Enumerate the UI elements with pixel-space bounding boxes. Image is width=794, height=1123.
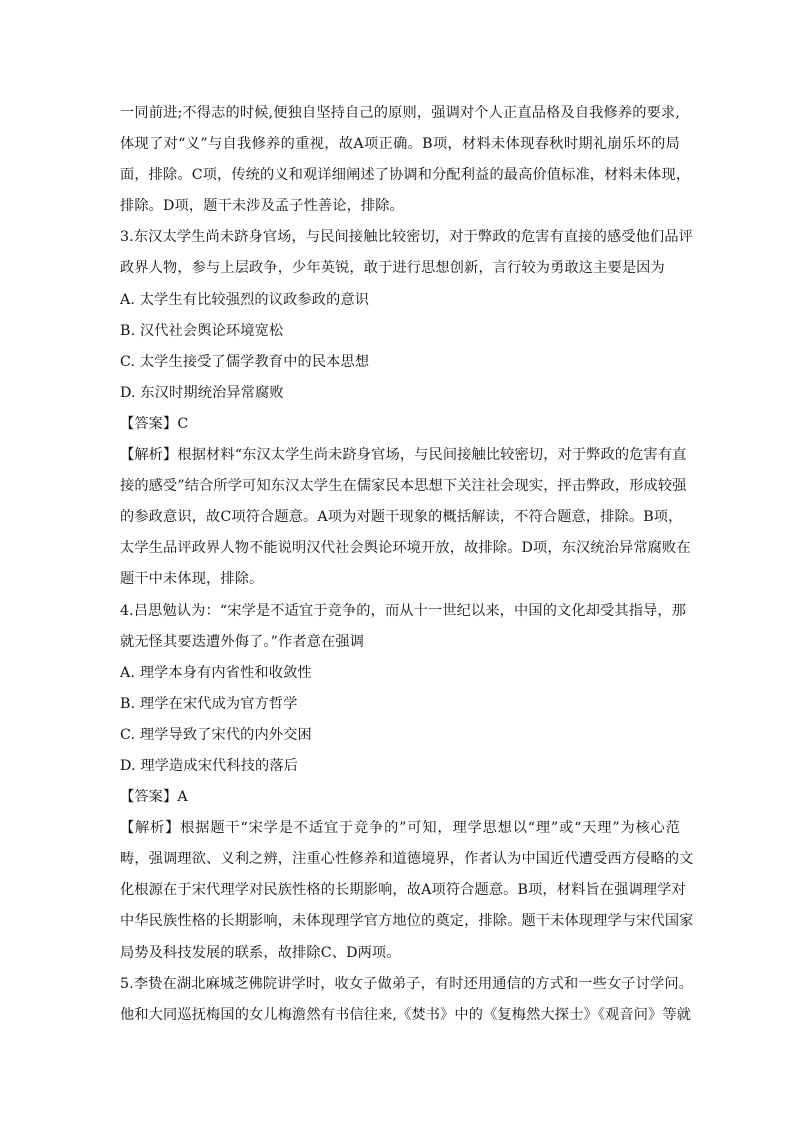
option-line: A. 太学生有比较强烈的议政参政的意识 — [120, 291, 370, 308]
question-line: 5.李贽在湖北麻城芝佛院讲学时，收女子做弟子，有时还用通信的方式和一些女子讨学问。 — [120, 975, 694, 992]
analysis-line: 化根源在于宋代理学对民族性格的长期影响，故A项符合题意。B项，材料旨在强调理学对 — [120, 882, 686, 899]
option-line: B. 汉代社会舆论环境宽松 — [120, 322, 284, 339]
analysis-line: 的参政意识，故C项符合题意。A项为对题干现象的概括解读，不符合题意，排除。B项， — [120, 509, 683, 526]
analysis-line: 【解析】根据材料“东汉太学生尚未跻身官场，与民间接触比较密切，对于弊政的危害有直 — [120, 447, 687, 464]
option-line: B. 理学在宋代成为官方哲学 — [120, 695, 298, 712]
paragraph-line: 排除。D项，题干未涉及孟子性善论，排除。 — [120, 198, 404, 215]
analysis-line: 局势及科技发展的联系，故排除C、D两项。 — [120, 944, 401, 961]
option-line: C. 理学导致了宋代的内外交困 — [120, 726, 312, 743]
document-body — [120, 98, 694, 1031]
paragraph-line: 体现了对“义”与自我修养的重视，故A项正确。B项，材料未体现春秋时期礼崩乐坏的局 — [120, 136, 680, 153]
question-line: 3.东汉太学生尚未跻身官场，与民间接触比较密切，对于弊政的危害有直接的感受他们品评 — [120, 229, 694, 246]
analysis-line: 中华民族性格的长期影响，未体现理学官方地位的奠定，排除。题干未体现理学与宋代国家 — [120, 913, 694, 930]
question-line: 4.吕思勉认为：“宋学是不适宜于竞争的，而从十一世纪以来，中国的文化却受其指导，那 — [120, 602, 687, 619]
option-line: C. 太学生接受了儒学教育中的民本思想 — [120, 353, 370, 370]
question-line: 政界人物，参与上层政争，少年英锐，敢于进行思想创新，言行较为勇敢这主要是因为 — [120, 260, 665, 277]
option-line: D. 理学造成宋代科技的落后 — [120, 757, 299, 774]
paragraph-line: 一同前进;不得志的时候,便独自坚持自己的原则，强调对个人正直品格及自我修养的要求, — [120, 105, 680, 121]
question-line: 他和大同巡抚梅国的女儿梅澹然有书信往来,《焚书》中的《复梅然大探士》《观音问》等就 — [120, 1006, 692, 1023]
analysis-line: 【解析】根据题干“宋学是不适宜于竞争的”可知，理学思想以“理”或“天理”为核心范 — [120, 820, 680, 837]
analysis-line: 接的感受”结合所学可知东汉太学生在儒家民本思想下关注社会现实，抨击弊政，形成较强 — [120, 478, 687, 495]
analysis-line: 畴，强调理欲、义利之辨，注重心性修养和道德境界，作者认为中国近代遭受西方侵略的文 — [120, 851, 694, 868]
analysis-line: 题干中未体现，排除。 — [120, 571, 264, 588]
analysis-line: 太学生品评政界人物不能说明汉代社会舆论环境开放，故排除。D项，东汉统治异常腐败在 — [120, 540, 691, 557]
answer-line: 【答案】C — [120, 415, 189, 432]
option-line: A. 理学本身有内省性和收敛性 — [120, 664, 312, 681]
paragraph-line: 面，排除。C项，传统的义和观详细阐述了协调和分配利益的最高价值标准，材料未体现， — [120, 167, 691, 184]
question-line: 就无怪其要迭遭外侮了。”作者意在强调 — [120, 633, 365, 650]
option-line: D. 东汉时期统治异常腐败 — [120, 384, 284, 401]
answer-line: 【答案】A — [120, 789, 188, 806]
